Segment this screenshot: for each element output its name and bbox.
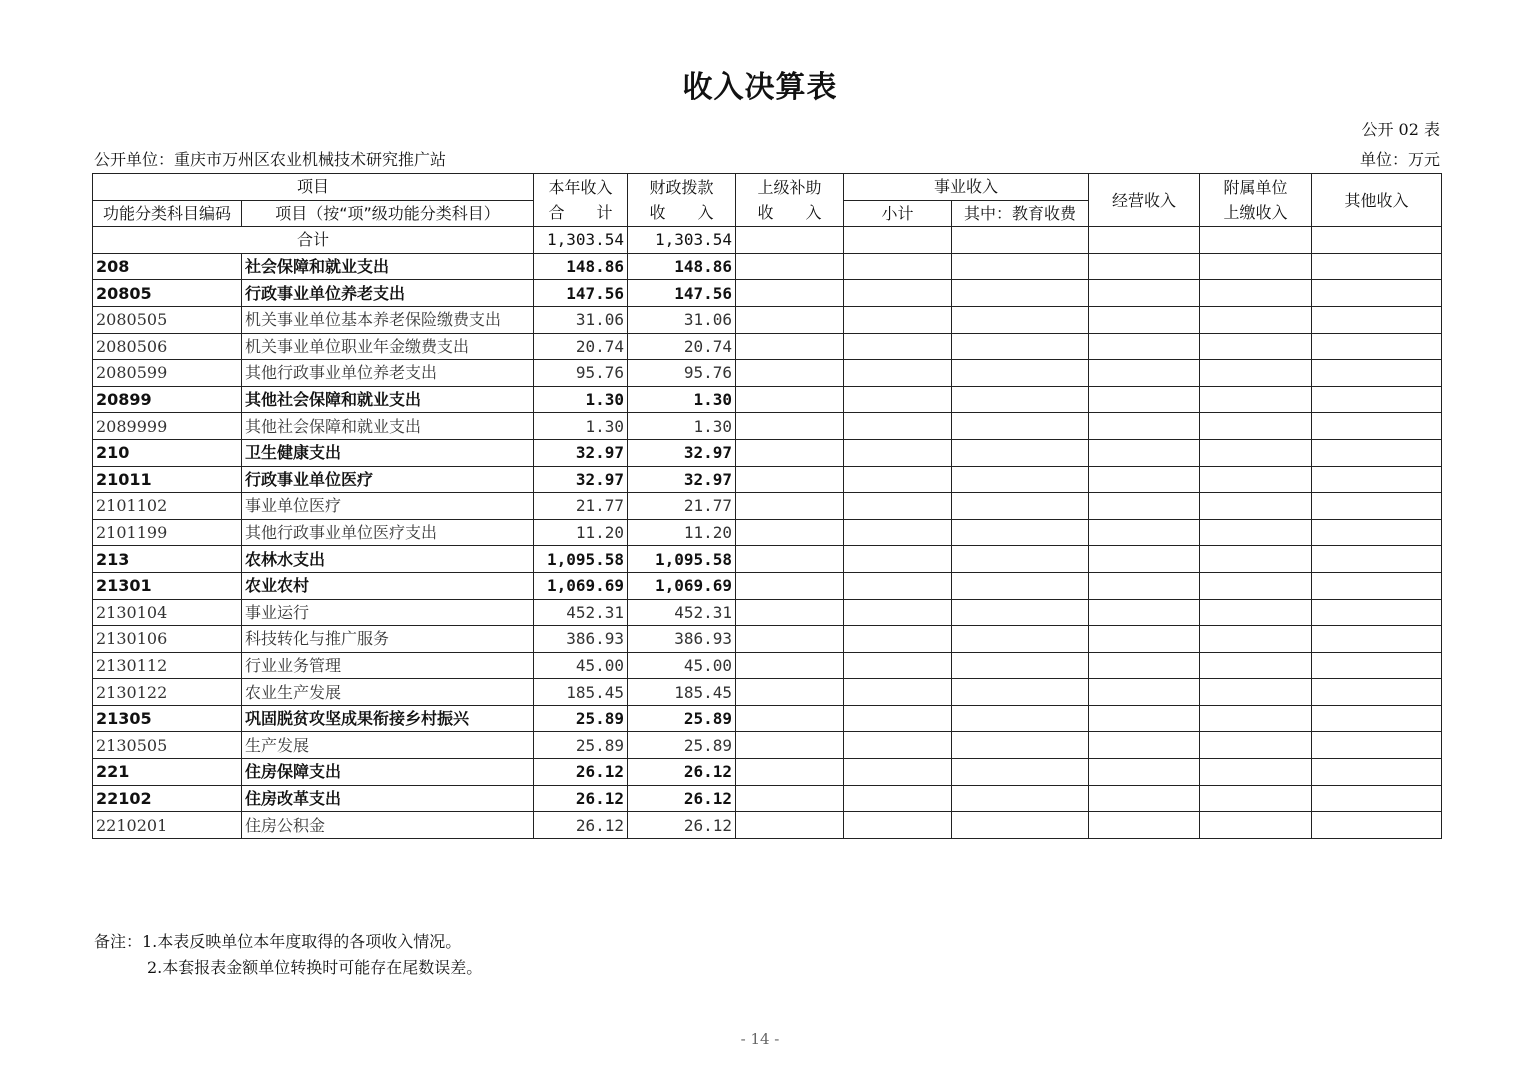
table-row <box>93 599 1442 626</box>
empty-cell <box>844 785 952 812</box>
empty-cell <box>1312 732 1442 759</box>
name-cell: 机关事业单位基本养老保险缴费支出 <box>242 306 534 333</box>
empty-cell <box>1200 599 1312 626</box>
empty-cell <box>952 652 1089 679</box>
header-total-line2: 合 计 <box>548 203 613 223</box>
empty-cell <box>1089 679 1200 706</box>
empty-cell <box>736 785 844 812</box>
table-row <box>93 253 1442 280</box>
page-number: - 14 - <box>740 1030 780 1048</box>
name-cell: 住房公积金 <box>242 812 534 839</box>
empty-cell <box>1200 572 1312 599</box>
table-row <box>93 626 1442 653</box>
notes <box>94 929 482 981</box>
empty-cell <box>1089 439 1200 466</box>
income-total-cell: 1,069.69 <box>534 572 628 599</box>
empty-cell <box>844 732 952 759</box>
income-table <box>92 173 1442 839</box>
name-cell: 科技转化与推广服务 <box>242 626 534 653</box>
code-cell: 2101102 <box>93 493 242 520</box>
empty-cell <box>1200 652 1312 679</box>
total-income: 1,303.54 <box>534 227 628 254</box>
table-row <box>93 333 1442 360</box>
name-cell: 行政事业单位医疗 <box>242 466 534 493</box>
empty-cell <box>1312 519 1442 546</box>
empty-cell <box>1089 546 1200 573</box>
empty-cell <box>844 626 952 653</box>
empty-cell <box>1200 466 1312 493</box>
empty-cell <box>1200 386 1312 413</box>
income-total-cell: 45.00 <box>534 652 628 679</box>
empty-cell <box>1200 306 1312 333</box>
empty-cell <box>1312 679 1442 706</box>
table-header <box>93 174 1442 227</box>
table-row <box>93 572 1442 599</box>
empty-cell <box>1312 306 1442 333</box>
fiscal-cell: 20.74 <box>628 333 736 360</box>
table-body <box>93 227 1442 839</box>
empty-cell <box>1312 493 1442 520</box>
empty-cell <box>952 306 1089 333</box>
empty-cell <box>736 493 844 520</box>
empty-cell <box>952 599 1089 626</box>
empty-cell <box>1200 253 1312 280</box>
empty-cell <box>1312 360 1442 387</box>
name-cell: 事业单位医疗 <box>242 493 534 520</box>
empty-cell <box>736 413 844 440</box>
empty-cell <box>1089 705 1200 732</box>
empty-cell <box>1089 280 1200 307</box>
empty-cell <box>1200 439 1312 466</box>
code-cell: 2080505 <box>93 306 242 333</box>
empty-cell <box>736 306 844 333</box>
code-cell: 208 <box>93 253 242 280</box>
table-row <box>93 413 1442 440</box>
empty-cell <box>1200 493 1312 520</box>
empty-cell <box>844 227 952 254</box>
empty-cell <box>1089 652 1200 679</box>
empty-cell <box>1312 785 1442 812</box>
name-cell: 农林水支出 <box>242 546 534 573</box>
empty-cell <box>736 439 844 466</box>
code-cell: 2101199 <box>93 519 242 546</box>
name-cell: 卫生健康支出 <box>242 439 534 466</box>
table-row <box>93 652 1442 679</box>
code-cell: 221 <box>93 759 242 786</box>
empty-cell <box>844 599 952 626</box>
empty-cell <box>1312 546 1442 573</box>
empty-cell <box>844 386 952 413</box>
empty-cell <box>1312 333 1442 360</box>
header-fiscal-line2: 收 入 <box>649 203 714 223</box>
code-cell: 2130106 <box>93 626 242 653</box>
empty-cell <box>952 227 1089 254</box>
fiscal-cell: 1.30 <box>628 386 736 413</box>
empty-cell <box>1200 227 1312 254</box>
empty-cell <box>844 333 952 360</box>
table-row <box>93 759 1442 786</box>
empty-cell <box>844 253 952 280</box>
empty-cell <box>736 519 844 546</box>
income-total-cell: 1.30 <box>534 386 628 413</box>
table-row <box>93 732 1442 759</box>
header-total <box>534 174 628 227</box>
empty-cell <box>1312 759 1442 786</box>
header-affiliated <box>1200 174 1312 227</box>
fiscal-cell: 1,069.69 <box>628 572 736 599</box>
empty-cell <box>736 386 844 413</box>
empty-cell <box>1200 679 1312 706</box>
empty-cell <box>952 360 1089 387</box>
income-total-cell: 95.76 <box>534 360 628 387</box>
fiscal-cell: 1,095.58 <box>628 546 736 573</box>
empty-cell <box>952 493 1089 520</box>
empty-cell <box>1200 812 1312 839</box>
name-cell: 社会保障和就业支出 <box>242 253 534 280</box>
empty-cell <box>736 280 844 307</box>
empty-cell <box>1089 626 1200 653</box>
empty-cell <box>844 759 952 786</box>
name-cell: 其他行政事业单位医疗支出 <box>242 519 534 546</box>
total-label: 合计 <box>93 227 534 254</box>
table-row <box>93 386 1442 413</box>
table-row <box>93 493 1442 520</box>
empty-cell <box>1089 360 1200 387</box>
empty-cell <box>952 413 1089 440</box>
empty-cell <box>1312 413 1442 440</box>
page-title: 收入决算表 <box>682 70 838 105</box>
empty-cell <box>1089 493 1200 520</box>
code-cell: 21305 <box>93 705 242 732</box>
empty-cell <box>736 227 844 254</box>
empty-cell <box>1089 253 1200 280</box>
fiscal-cell: 185.45 <box>628 679 736 706</box>
fiscal-cell: 25.89 <box>628 705 736 732</box>
empty-cell <box>844 413 952 440</box>
empty-cell <box>952 626 1089 653</box>
empty-cell <box>844 679 952 706</box>
empty-cell <box>1312 466 1442 493</box>
empty-cell <box>1200 732 1312 759</box>
code-cell: 213 <box>93 546 242 573</box>
empty-cell <box>736 466 844 493</box>
code-cell: 21301 <box>93 572 242 599</box>
empty-cell <box>952 759 1089 786</box>
empty-cell <box>1089 413 1200 440</box>
name-cell: 住房保障支出 <box>242 759 534 786</box>
empty-cell <box>1200 759 1312 786</box>
income-total-cell: 26.12 <box>534 759 628 786</box>
name-cell: 行业业务管理 <box>242 652 534 679</box>
empty-cell <box>952 679 1089 706</box>
code-cell: 2130104 <box>93 599 242 626</box>
fiscal-cell: 25.89 <box>628 732 736 759</box>
code-cell: 2130505 <box>93 732 242 759</box>
empty-cell <box>844 439 952 466</box>
empty-cell <box>736 705 844 732</box>
empty-cell <box>952 253 1089 280</box>
empty-cell <box>952 386 1089 413</box>
income-total-cell: 147.56 <box>534 280 628 307</box>
empty-cell <box>952 572 1089 599</box>
code-cell: 20805 <box>93 280 242 307</box>
table-row <box>93 439 1442 466</box>
empty-cell <box>1200 333 1312 360</box>
empty-cell <box>1089 732 1200 759</box>
empty-cell <box>1089 386 1200 413</box>
empty-cell <box>1200 785 1312 812</box>
income-total-cell: 1,095.58 <box>534 546 628 573</box>
code-cell: 2089999 <box>93 413 242 440</box>
table-row <box>93 306 1442 333</box>
empty-cell <box>1089 785 1200 812</box>
header-business: 事业收入 <box>844 174 1089 201</box>
fiscal-cell: 21.77 <box>628 493 736 520</box>
empty-cell <box>1312 626 1442 653</box>
empty-cell <box>736 572 844 599</box>
code-cell: 2130112 <box>93 652 242 679</box>
empty-cell <box>736 333 844 360</box>
empty-cell <box>952 705 1089 732</box>
fiscal-cell: 452.31 <box>628 599 736 626</box>
empty-cell <box>1089 466 1200 493</box>
income-total-cell: 26.12 <box>534 812 628 839</box>
empty-cell <box>844 652 952 679</box>
fiscal-cell: 386.93 <box>628 626 736 653</box>
header-superior-line2: 收 入 <box>757 203 822 223</box>
total-row <box>93 227 1442 254</box>
empty-cell <box>1312 652 1442 679</box>
empty-cell <box>844 280 952 307</box>
table-row <box>93 705 1442 732</box>
empty-cell <box>736 652 844 679</box>
header-superior <box>736 174 844 227</box>
empty-cell <box>1312 599 1442 626</box>
fiscal-cell: 26.12 <box>628 812 736 839</box>
empty-cell <box>952 785 1089 812</box>
empty-cell <box>1200 280 1312 307</box>
empty-cell <box>736 812 844 839</box>
name-cell: 生产发展 <box>242 732 534 759</box>
fiscal-cell: 26.12 <box>628 785 736 812</box>
empty-cell <box>736 732 844 759</box>
empty-cell <box>844 519 952 546</box>
header-code: 功能分类科目编码 <box>93 200 242 227</box>
name-cell: 农业农村 <box>242 572 534 599</box>
income-total-cell: 11.20 <box>534 519 628 546</box>
empty-cell <box>1089 759 1200 786</box>
empty-cell <box>1089 333 1200 360</box>
income-total-cell: 31.06 <box>534 306 628 333</box>
empty-cell <box>1089 519 1200 546</box>
empty-cell <box>1312 812 1442 839</box>
empty-cell <box>844 493 952 520</box>
empty-cell <box>1200 360 1312 387</box>
empty-cell <box>1089 572 1200 599</box>
income-total-cell: 386.93 <box>534 626 628 653</box>
empty-cell <box>736 546 844 573</box>
empty-cell <box>1312 386 1442 413</box>
income-total-cell: 20.74 <box>534 333 628 360</box>
empty-cell <box>844 812 952 839</box>
empty-cell <box>1089 599 1200 626</box>
empty-cell <box>1089 812 1200 839</box>
empty-cell <box>844 360 952 387</box>
name-cell: 其他社会保障和就业支出 <box>242 413 534 440</box>
fiscal-cell: 148.86 <box>628 253 736 280</box>
empty-cell <box>844 466 952 493</box>
note-1: 备注：1.本表反映单位本年度取得的各项收入情况。 <box>94 932 462 951</box>
header-edu: 其中：教育收费 <box>952 200 1089 227</box>
table-row <box>93 280 1442 307</box>
code-cell: 20899 <box>93 386 242 413</box>
empty-cell <box>736 759 844 786</box>
header-name: 项目（按“项”级功能分类科目） <box>242 200 534 227</box>
empty-cell <box>1312 572 1442 599</box>
empty-cell <box>1312 280 1442 307</box>
empty-cell <box>1200 519 1312 546</box>
table-number: 公开 02 表 <box>1361 120 1440 139</box>
empty-cell <box>844 572 952 599</box>
fiscal-cell: 1.30 <box>628 413 736 440</box>
code-cell: 22102 <box>93 785 242 812</box>
header-total-line1: 本年收入 <box>548 178 613 198</box>
header-fiscal <box>628 174 736 227</box>
fiscal-cell: 45.00 <box>628 652 736 679</box>
empty-cell <box>952 439 1089 466</box>
table-row <box>93 785 1442 812</box>
header-project: 项目 <box>93 174 534 201</box>
income-total-cell: 25.89 <box>534 732 628 759</box>
empty-cell <box>844 306 952 333</box>
code-cell: 2080506 <box>93 333 242 360</box>
income-total-cell: 26.12 <box>534 785 628 812</box>
name-cell: 其他行政事业单位养老支出 <box>242 360 534 387</box>
empty-cell <box>736 626 844 653</box>
name-cell: 其他社会保障和就业支出 <box>242 386 534 413</box>
header-fiscal-line1: 财政拨款 <box>649 178 714 198</box>
table-row <box>93 679 1442 706</box>
empty-cell <box>952 519 1089 546</box>
name-cell: 巩固脱贫攻坚成果衔接乡村振兴 <box>242 705 534 732</box>
total-fiscal: 1,303.54 <box>628 227 736 254</box>
income-total-cell: 21.77 <box>534 493 628 520</box>
income-total-cell: 32.97 <box>534 439 628 466</box>
header-superior-line1: 上级补助 <box>757 178 822 198</box>
empty-cell <box>844 546 952 573</box>
name-cell: 住房改革支出 <box>242 785 534 812</box>
name-cell: 行政事业单位养老支出 <box>242 280 534 307</box>
empty-cell <box>736 360 844 387</box>
header-affiliated-line2: 上缴收入 <box>1223 203 1288 223</box>
empty-cell <box>1089 306 1200 333</box>
currency-unit: 单位：万元 <box>1359 150 1440 169</box>
header-subtotal: 小计 <box>844 200 952 227</box>
header-other: 其他收入 <box>1312 174 1442 227</box>
empty-cell <box>844 705 952 732</box>
fiscal-cell: 32.97 <box>628 439 736 466</box>
empty-cell <box>1312 705 1442 732</box>
fiscal-cell: 95.76 <box>628 360 736 387</box>
table-row <box>93 466 1442 493</box>
empty-cell <box>952 812 1089 839</box>
empty-cell <box>1312 439 1442 466</box>
fiscal-cell: 11.20 <box>628 519 736 546</box>
empty-cell <box>1200 705 1312 732</box>
code-cell: 2210201 <box>93 812 242 839</box>
empty-cell <box>952 280 1089 307</box>
fiscal-cell: 32.97 <box>628 466 736 493</box>
table-row <box>93 812 1442 839</box>
table-row <box>93 546 1442 573</box>
table-row <box>93 519 1442 546</box>
name-cell: 农业生产发展 <box>242 679 534 706</box>
empty-cell <box>1312 227 1442 254</box>
empty-cell <box>1312 253 1442 280</box>
empty-cell <box>736 679 844 706</box>
income-total-cell: 25.89 <box>534 705 628 732</box>
name-cell: 事业运行 <box>242 599 534 626</box>
code-cell: 2080599 <box>93 360 242 387</box>
income-total-cell: 1.30 <box>534 413 628 440</box>
empty-cell <box>952 466 1089 493</box>
income-total-cell: 185.45 <box>534 679 628 706</box>
empty-cell <box>1200 546 1312 573</box>
income-total-cell: 452.31 <box>534 599 628 626</box>
code-cell: 210 <box>93 439 242 466</box>
empty-cell <box>952 732 1089 759</box>
income-total-cell: 148.86 <box>534 253 628 280</box>
header-operating: 经营收入 <box>1089 174 1200 227</box>
empty-cell <box>1200 626 1312 653</box>
empty-cell <box>736 253 844 280</box>
fiscal-cell: 26.12 <box>628 759 736 786</box>
table-row <box>93 360 1442 387</box>
empty-cell <box>952 333 1089 360</box>
empty-cell <box>1200 413 1312 440</box>
income-total-cell: 32.97 <box>534 466 628 493</box>
empty-cell <box>1089 227 1200 254</box>
name-cell: 机关事业单位职业年金缴费支出 <box>242 333 534 360</box>
empty-cell <box>952 546 1089 573</box>
header-affiliated-line1: 附属单位 <box>1223 178 1288 198</box>
fiscal-cell: 31.06 <box>628 306 736 333</box>
code-cell: 2130122 <box>93 679 242 706</box>
fiscal-cell: 147.56 <box>628 280 736 307</box>
code-cell: 21011 <box>93 466 242 493</box>
note-2: 2.本套报表金额单位转换时可能存在尾数误差。 <box>147 958 483 977</box>
reporting-unit: 公开单位：重庆市万州区农业机械技术研究推广站 <box>94 150 447 169</box>
empty-cell <box>736 599 844 626</box>
